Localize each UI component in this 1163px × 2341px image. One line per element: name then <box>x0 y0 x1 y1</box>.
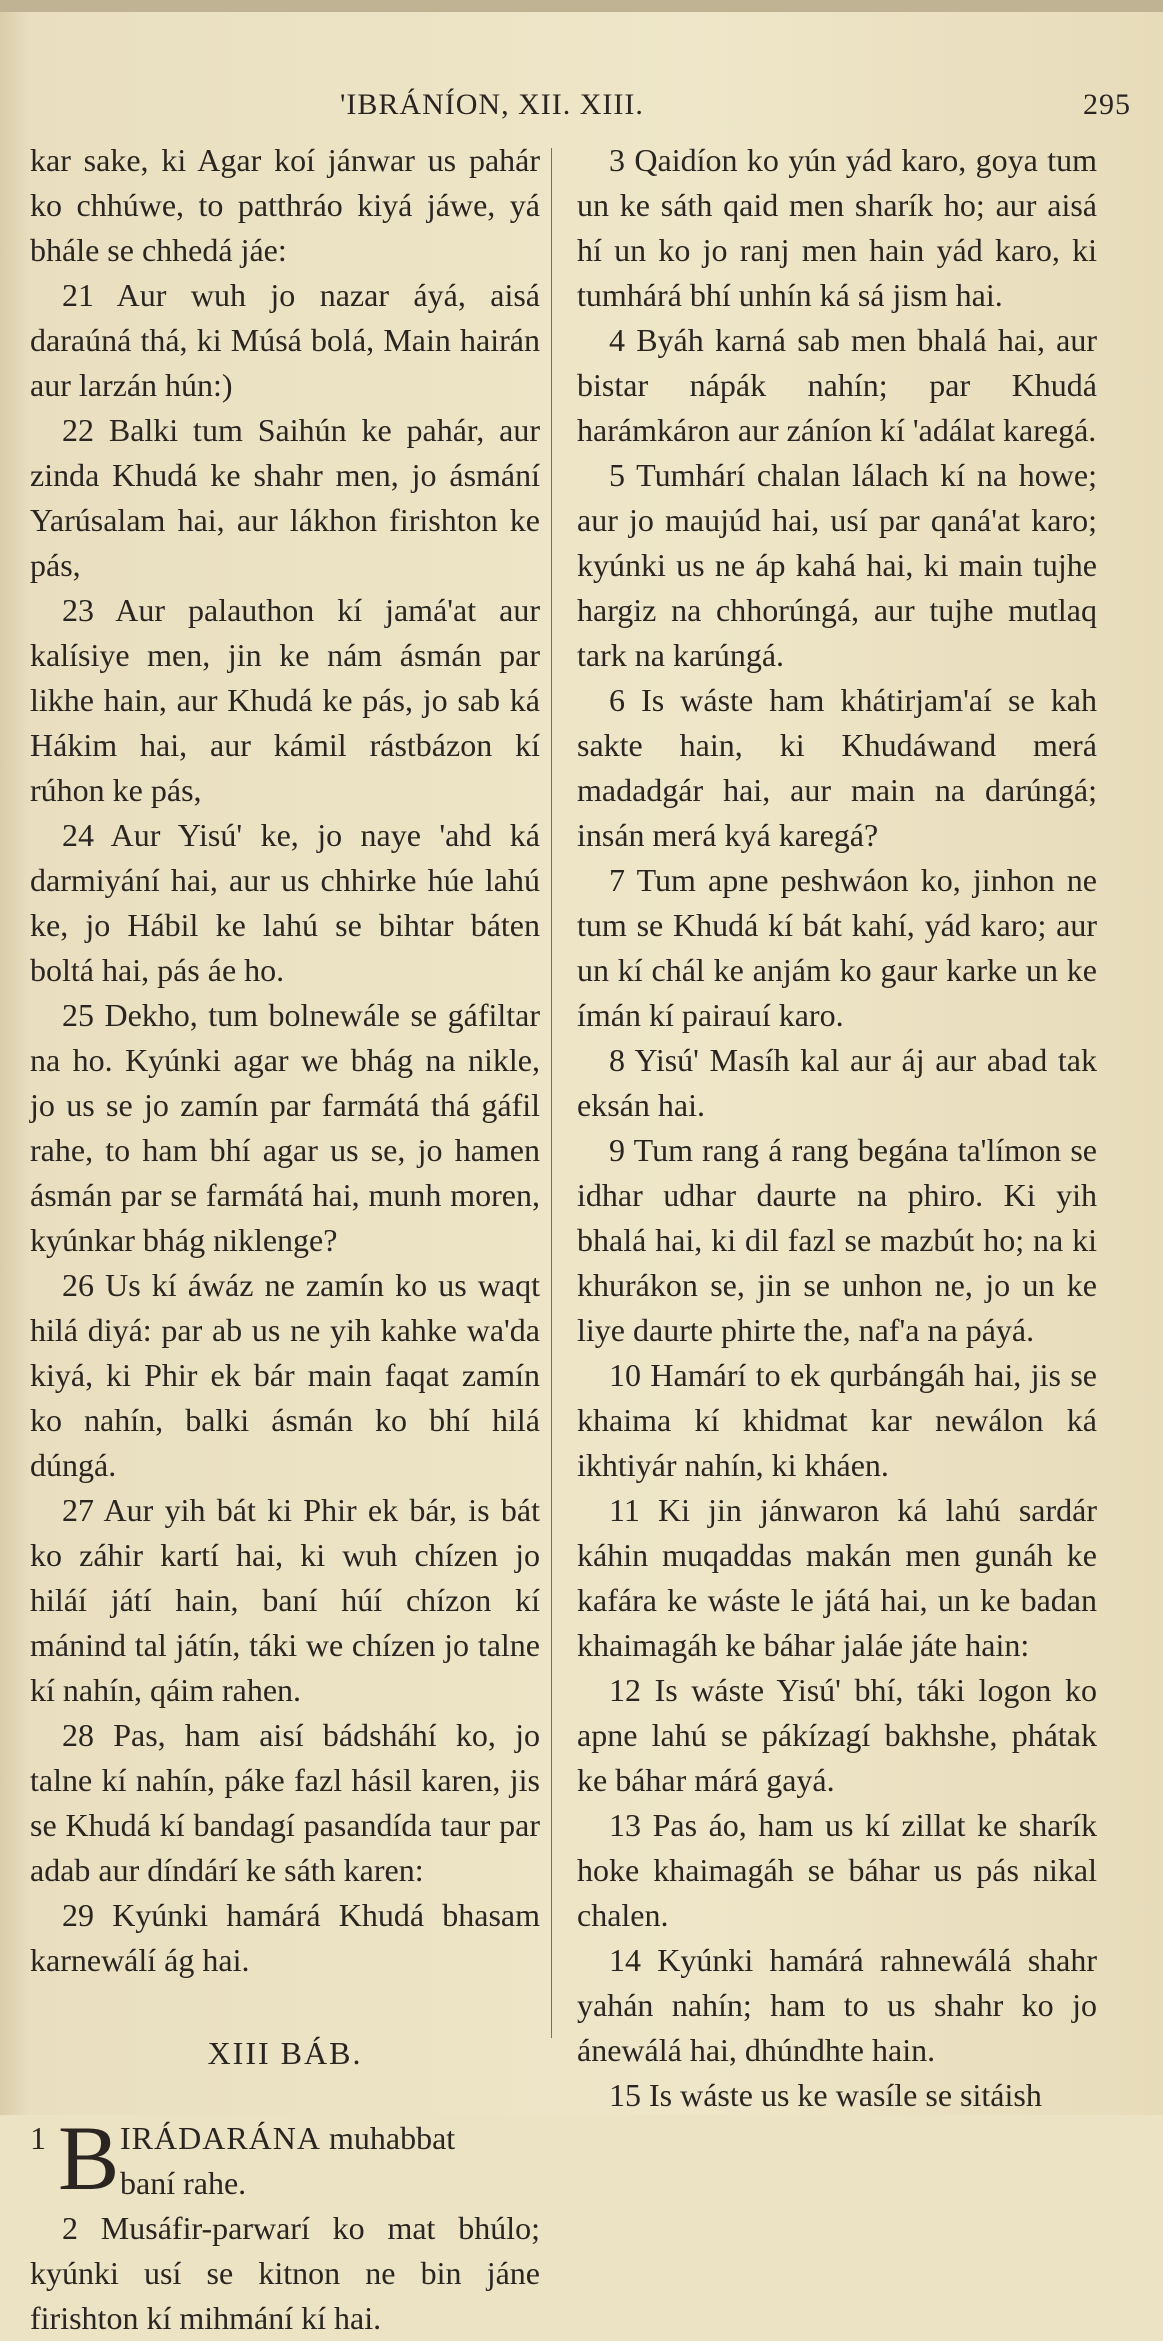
page-header <box>0 88 1163 138</box>
chapter-intro <box>30 2107 540 2209</box>
column-divider <box>551 148 552 2038</box>
page-number: 295 <box>1083 88 1131 121</box>
verse-paragraph: 9 Tum rang á rang begána ta'límon se idhar udhar daurte na phiro. Ki yih bhalá hai, ki dil fazl se mazbút ho; na ki khurákon se, jin se unhon ne, jo un ke liye daurte phirte the, naf'a na páyá. <box>577 1132 1097 1348</box>
verse-paragraph: 11 Ki jin jánwaron ká lahú sardár káhin muqaddas makán men gunáh ke kafára ke wáste le játá hai, un ke badan khaimagáh ke báhar jaláe játe hain: <box>577 1492 1097 1663</box>
drop-cap: B <box>58 2107 120 2209</box>
verse-paragraph: 15 Is wáste us ke wasíle se sitáish <box>609 2077 1042 2113</box>
verse-paragraph: 5 Tumhárí chalan lálach kí na howe; aur jo maujúd hai, usí par qaná'at karo; kyúnki us ne áp kahá hai, ki main tujhe hargiz na chhorúngá, aur tujhe mutlaq tark na karúngá. <box>577 457 1097 673</box>
intro-line-1 <box>120 2116 455 2161</box>
verse-paragraph: 8 Yisú' Masíh kal aur áj aur abad tak eksán hai. <box>577 1042 1097 1123</box>
intro-first-word: IRÁDARÁNA <box>120 2120 321 2156</box>
verse-paragraph: 10 Hamárí to ek qurbángáh hai, jis se khaima kí khidmat kar newálon ká ikhtiyár nahín, ki kháen. <box>577 1357 1097 1483</box>
verse-paragraph: 12 Is wáste Yisú' bhí, táki logon ko apne lahú se pákízagí bakhshe, phátak ke báhar márá gayá. <box>577 1672 1097 1798</box>
verse-paragraph: 22 Balki tum Saihún ke pahár, aur zinda Khudá ke shahr men, jo ásmání Yarúsalam hai, aur lákhon firishton ke pás, <box>30 412 540 583</box>
verse-paragraph: 29 Kyúnki hamárá Khudá bhasam karnewálí ág hai. <box>30 1897 540 1978</box>
verse-paragraph: 21 Aur wuh jo nazar áyá, aisá daraúná thá, ki Músá bolá, Main hairán aur larzán hún:) <box>30 277 540 403</box>
verse-paragraph: 7 Tum apne peshwáon ko, jinhon ne tum se Khudá kí bát kahí, yád karo; aur un kí chál ke anjám ko gaur karke un ke ímán kí pairauí karo. <box>577 862 1097 1033</box>
top-border <box>0 0 1163 12</box>
verse-paragraph: 24 Aur Yisú' ke, jo naye 'ahd ká darmiyání hai, aur us chhirke húe lahú ke, jo Hábil ke lahú se bihtar báten boltá hai, pás áe ho. <box>30 817 540 988</box>
verse-paragraph: 14 Kyúnki hamárá rahnewálá shahr yahán nahín; ham to us shahr ko jo ánewálá hai, dhúndhte hain. <box>577 1942 1097 2068</box>
verse-paragraph: 26 Us kí áwáz ne zamín ko us waqt hilá diyá: par ab us ne yih kahke wa'da kiyá, ki Phir ek bár main faqat zamín ko nahín, balki ásmán ko bhí hilá dúngá. <box>30 1267 540 1483</box>
verse-paragraph: 13 Pas áo, ham us kí zillat ke sharík hoke khaimagáh se báhar us pás nikal chalen. <box>577 1807 1097 1933</box>
verse-paragraph: 23 Aur palauthon kí jamá'at aur kalísiye men, jin ke nám ásmán par likhe hain, aur Khudá ke pás, jo sab ká Hákim hai, aur kámil rástbázon kí rúhon ke pás, <box>30 592 540 808</box>
intro-line-1-rest: muhabbat <box>321 2120 456 2156</box>
verse-paragraph: 4 Byáh karná sab men bhalá hai, aur bistar nápák nahín; par Khudá harámkáron aur záníon kí 'adálat karegá. <box>577 322 1097 448</box>
right-column <box>577 138 1097 2118</box>
verse-paragraph: kar sake, ki Agar koí jánwar us pahár ko chhúwe, to patthráo kiyá jáwe, yá bhále se chhedá jáe: <box>30 142 540 268</box>
verse-paragraph: 27 Aur yih bát ki Phir ek bár, is bát ko záhir kartí hai, ki wuh chízen jo hiláí játí hain, baní húí chízon kí mánind tal játín, táki we chízen jo talne kí nahín, qáim rahen. <box>30 1492 540 1708</box>
intro-line-2: baní rahe. <box>120 2165 247 2201</box>
verse-paragraph: 25 Dekho, tum bolnewále se gáfiltar na ho. Kyúnki agar we bhág na nikle, jo us se jo zamín par farmátá thá gáfil rahe, to ham bhí agar us se, jo hamen ásmán par se farmátá hai, munh moren, kyúnkar bhág niklenge? <box>30 997 540 1258</box>
verse-paragraph: 2 Musáfir-parwarí ko mat bhúlo; kyúnki usí se kitnon ne bin jáne firishton kí mihmání kí hai. <box>30 2210 540 2336</box>
verse-number: 1 <box>30 2120 46 2156</box>
verse-paragraph: 6 Is wáste ham khátirjam'aí se kah sakte hain, ki Khudáwand merá madadgár hai, aur main na darúngá; insán merá kyá karegá? <box>577 682 1097 853</box>
running-title: 'IBRÁNÍON, XII. XIII. <box>340 88 644 121</box>
left-column <box>30 138 540 2341</box>
verse-paragraph: 28 Pas, ham aisí bádsháhí ko, jo talne kí nahín, páke fazl hásil karen, jis se Khudá kí bandagí pasandída taur par adab aur díndárí ke sáth karen: <box>30 1717 540 1888</box>
verse-paragraph: 3 Qaidíon ko yún yád karo, goya tum un ke sáth qaid men sharík ho; aur aisá hí un ko jo ranj men hain yád karo, ki tumhárá bhí unhín ká sá jism hai. <box>577 142 1097 313</box>
chapter-heading: XIII BÁB. <box>207 2035 363 2071</box>
